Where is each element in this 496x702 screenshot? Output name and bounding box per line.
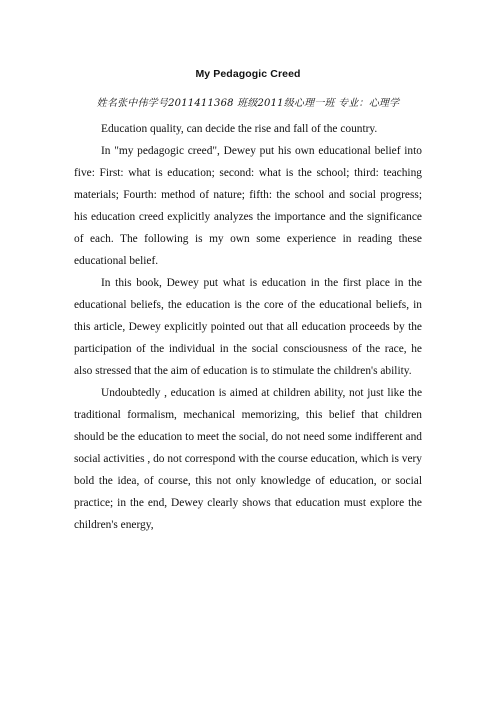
author-info-line: 姓名张中伟学号2011411368 班级2011级心理一班 专业：心理学 [96,98,400,109]
document-body [74,118,422,536]
paragraph: In "my pedagogic creed", Dewey put his own educational belief into five: First: what is education; second: what is the school; third: teaching materials; Fourth: method of nature; fifth: the school and social progress; his education creed explicitly analyzes the importance and the significance of each. The following is my own some experience in reading these educational belief. [74,145,422,267]
document-title: My Pedagogic Creed [195,68,301,80]
paragraph: In this book, Dewey put what is education in the first place in the educational beliefs, the education is the core of the educational beliefs, in this article, Dewey explicitly pointed out that all education proceeds by the participation of the individual in the social consciousness of the race, he also stressed that the aim of education is to stimulate the children's ability. [74,277,422,377]
paragraph: Undoubtedly , education is aimed at children ability, not just like the traditional formalism, mechanical memorizing, this belief that children should be the education to meet the social, do not need some indifferent and social activities , do not correspond with the course education, which is very bold the idea, of course, this not only knowledge of education, or social practice; in the end, Dewey clearly shows that education must explore the children's energy, [74,387,422,531]
paragraph: Education quality, can decide the rise and fall of the country. [101,123,378,135]
